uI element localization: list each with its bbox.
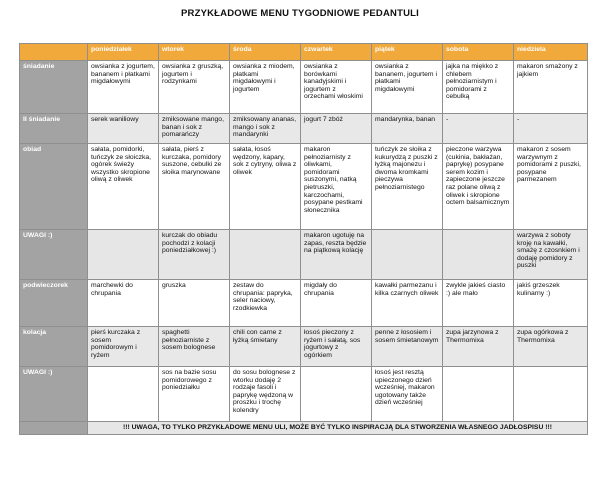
menu-cell: makaron smażony z jajkiem	[514, 61, 588, 114]
day-header-tuesday: wtorek	[159, 44, 230, 61]
menu-cell: mandarynka, banan	[372, 114, 443, 144]
menu-cell: jogurt 7 zbóż	[301, 114, 372, 144]
menu-cell: makaron z sosem warzywnym z pomidorami z puszki, posypane parmezanem	[514, 144, 588, 230]
menu-cell: makaron pełnoziarnisty z oliwkami, pomidorami suszonymi, natką pietruszki, karczochami, posypane pestkami słonecznika	[301, 144, 372, 230]
day-header-monday: poniedziałek	[88, 44, 159, 61]
menu-cell: owsianka z borówkami kanadyjskimi i jogurtem z orzechami włoskimi	[301, 61, 372, 114]
menu-cell: sałata, pomidorki, tuńczyk ze słoiczka, ogórek świeży wszystko skropione oliwą z oliwek	[88, 144, 159, 230]
menu-cell	[514, 367, 588, 422]
day-header-saturday: sobota	[443, 44, 514, 61]
footer-row	[20, 422, 588, 435]
menu-cell: jajka na miękko z chlebem pełnoziarnistym i pomidorami z cebulką	[443, 61, 514, 114]
row-label: śniadanie	[20, 61, 88, 114]
menu-cell: kawałki parmezanu i kilka czarnych oliwek	[372, 280, 443, 327]
menu-cell: owsianka z bananem, jogurtem i płatkami migdałowymi	[372, 61, 443, 114]
menu-cell: warzywa z soboty kroję na kawałki, smażę z czosnkiem i dodaję pomidory z puszki	[514, 230, 588, 280]
menu-cell	[88, 367, 159, 422]
row-label: II śniadanie	[20, 114, 88, 144]
menu-cell: zupa ogórkowa z Thermomixa	[514, 327, 588, 367]
menu-cell: pieczone warzywa (cukinia, bakłażan, paprykę) posypane serem kozim i zapieczone jeszcze raz polane oliwą z oliwek i skropione octem balsamicznym	[443, 144, 514, 230]
menu-cell: sałata, pierś z kurczaka, pomidory suszone, cebulki ze słoika marynowane	[159, 144, 230, 230]
menu-cell: owsianka z miodem, płatkami migdałowymi i jogurtem	[230, 61, 301, 114]
row-dinner	[20, 327, 588, 367]
menu-cell: zwykle jakieś ciasto :) ale mało	[443, 280, 514, 327]
menu-cell: -	[443, 114, 514, 144]
menu-cell: zupa jarzynowa z Thermomixa	[443, 327, 514, 367]
menu-cell: marchewki do chrupania	[88, 280, 159, 327]
menu-cell: migdały do chrupania	[301, 280, 372, 327]
footer-disclaimer: !!! UWAGA, TO TYLKO PRZYKŁADOWE MENU ULI, MOŻE BYĆ TYLKO INSPIRACJĄ DLA STWORZENIA WŁASNEGO JADŁOSPISU !!!	[88, 422, 588, 435]
menu-cell: sałata, łosoś wędzony, kapary, sok z cytryny, oliwa z oliwek	[230, 144, 301, 230]
menu-cell	[372, 230, 443, 280]
row-label: UWAGI :)	[20, 230, 88, 280]
menu-cell: spaghetti pełnoziarniste z sosem bolognese	[159, 327, 230, 367]
menu-cell: -	[514, 114, 588, 144]
menu-cell: jakiś grzeszek kulinarny :)	[514, 280, 588, 327]
row-label: kolacja	[20, 327, 88, 367]
menu-cell	[443, 367, 514, 422]
menu-cell: chili con carne z łyżką śmietany	[230, 327, 301, 367]
menu-cell: zestaw do chrupania: papryka, seler naciowy, rzodkiewka	[230, 280, 301, 327]
menu-cell: do sosu bolognese z wtorku dodaję 2 rodzaje fasoli i paprykę wędzoną w proszku i trochę kolendry	[230, 367, 301, 422]
menu-cell	[88, 230, 159, 280]
row-label: UWAGI :)	[20, 367, 88, 422]
row-notes-lunch	[20, 230, 588, 280]
day-header-friday: piątek	[372, 44, 443, 61]
row-lunch	[20, 144, 588, 230]
row-label: podwieczorek	[20, 280, 88, 327]
row-label: obiad	[20, 144, 88, 230]
menu-cell: makaron ugotuję na zapas, reszta będzie na piątkową kolację	[301, 230, 372, 280]
menu-cell: owsianka z jogurtem, bananem i płatkami migdałowymi	[88, 61, 159, 114]
menu-cell: zmiksowane mango, banan i sok z pomarańczy	[159, 114, 230, 144]
menu-cell: łosoś pieczony z ryżem i sałatą, sos jogurtowy z ogórkiem	[301, 327, 372, 367]
page-title: PRZYKŁADOWE MENU TYGODNIOWE PEDANTULI	[180, 8, 420, 19]
menu-cell: penne z łososiem i sosem śmietanowym	[372, 327, 443, 367]
menu-cell: sos na bazie sosu pomidorowego z poniedziałku	[159, 367, 230, 422]
footer-label-spacer	[20, 422, 88, 435]
row-notes-dinner	[20, 367, 588, 422]
menu-cell: owsianka z gruszką, jogurtem i rodzynkami	[159, 61, 230, 114]
day-header-wednesday: środa	[230, 44, 301, 61]
menu-cell: łosoś jest resztą upieczonego dzień wcześniej, makaron ugotowany także dzień wcześniej	[372, 367, 443, 422]
row-second-breakfast	[20, 114, 588, 144]
menu-cell: tuńczyk ze słoika z kukurydzą z puszki z łyżką majonezu i dwoma kromkami pieczywa pełnoziarnistego	[372, 144, 443, 230]
menu-cell: kurczak do obiadu pochodzi z kolacji poniedziałkowej :)	[159, 230, 230, 280]
weekly-menu-table	[19, 43, 588, 435]
menu-cell	[301, 367, 372, 422]
menu-cell	[443, 230, 514, 280]
menu-cell: zmiksowany ananas, mango i sok z mandarynki	[230, 114, 301, 144]
header-corner	[20, 44, 88, 61]
day-header-sunday: niedziela	[514, 44, 588, 61]
row-breakfast	[20, 61, 588, 114]
row-afternoon-snack	[20, 280, 588, 327]
header-row	[20, 44, 588, 61]
menu-cell	[230, 230, 301, 280]
menu-cell: gruszka	[159, 280, 230, 327]
menu-cell: serek waniliowy	[88, 114, 159, 144]
menu-cell: pierś kurczaka z sosem pomidorowym i ryżem	[88, 327, 159, 367]
day-header-thursday: czwartek	[301, 44, 372, 61]
